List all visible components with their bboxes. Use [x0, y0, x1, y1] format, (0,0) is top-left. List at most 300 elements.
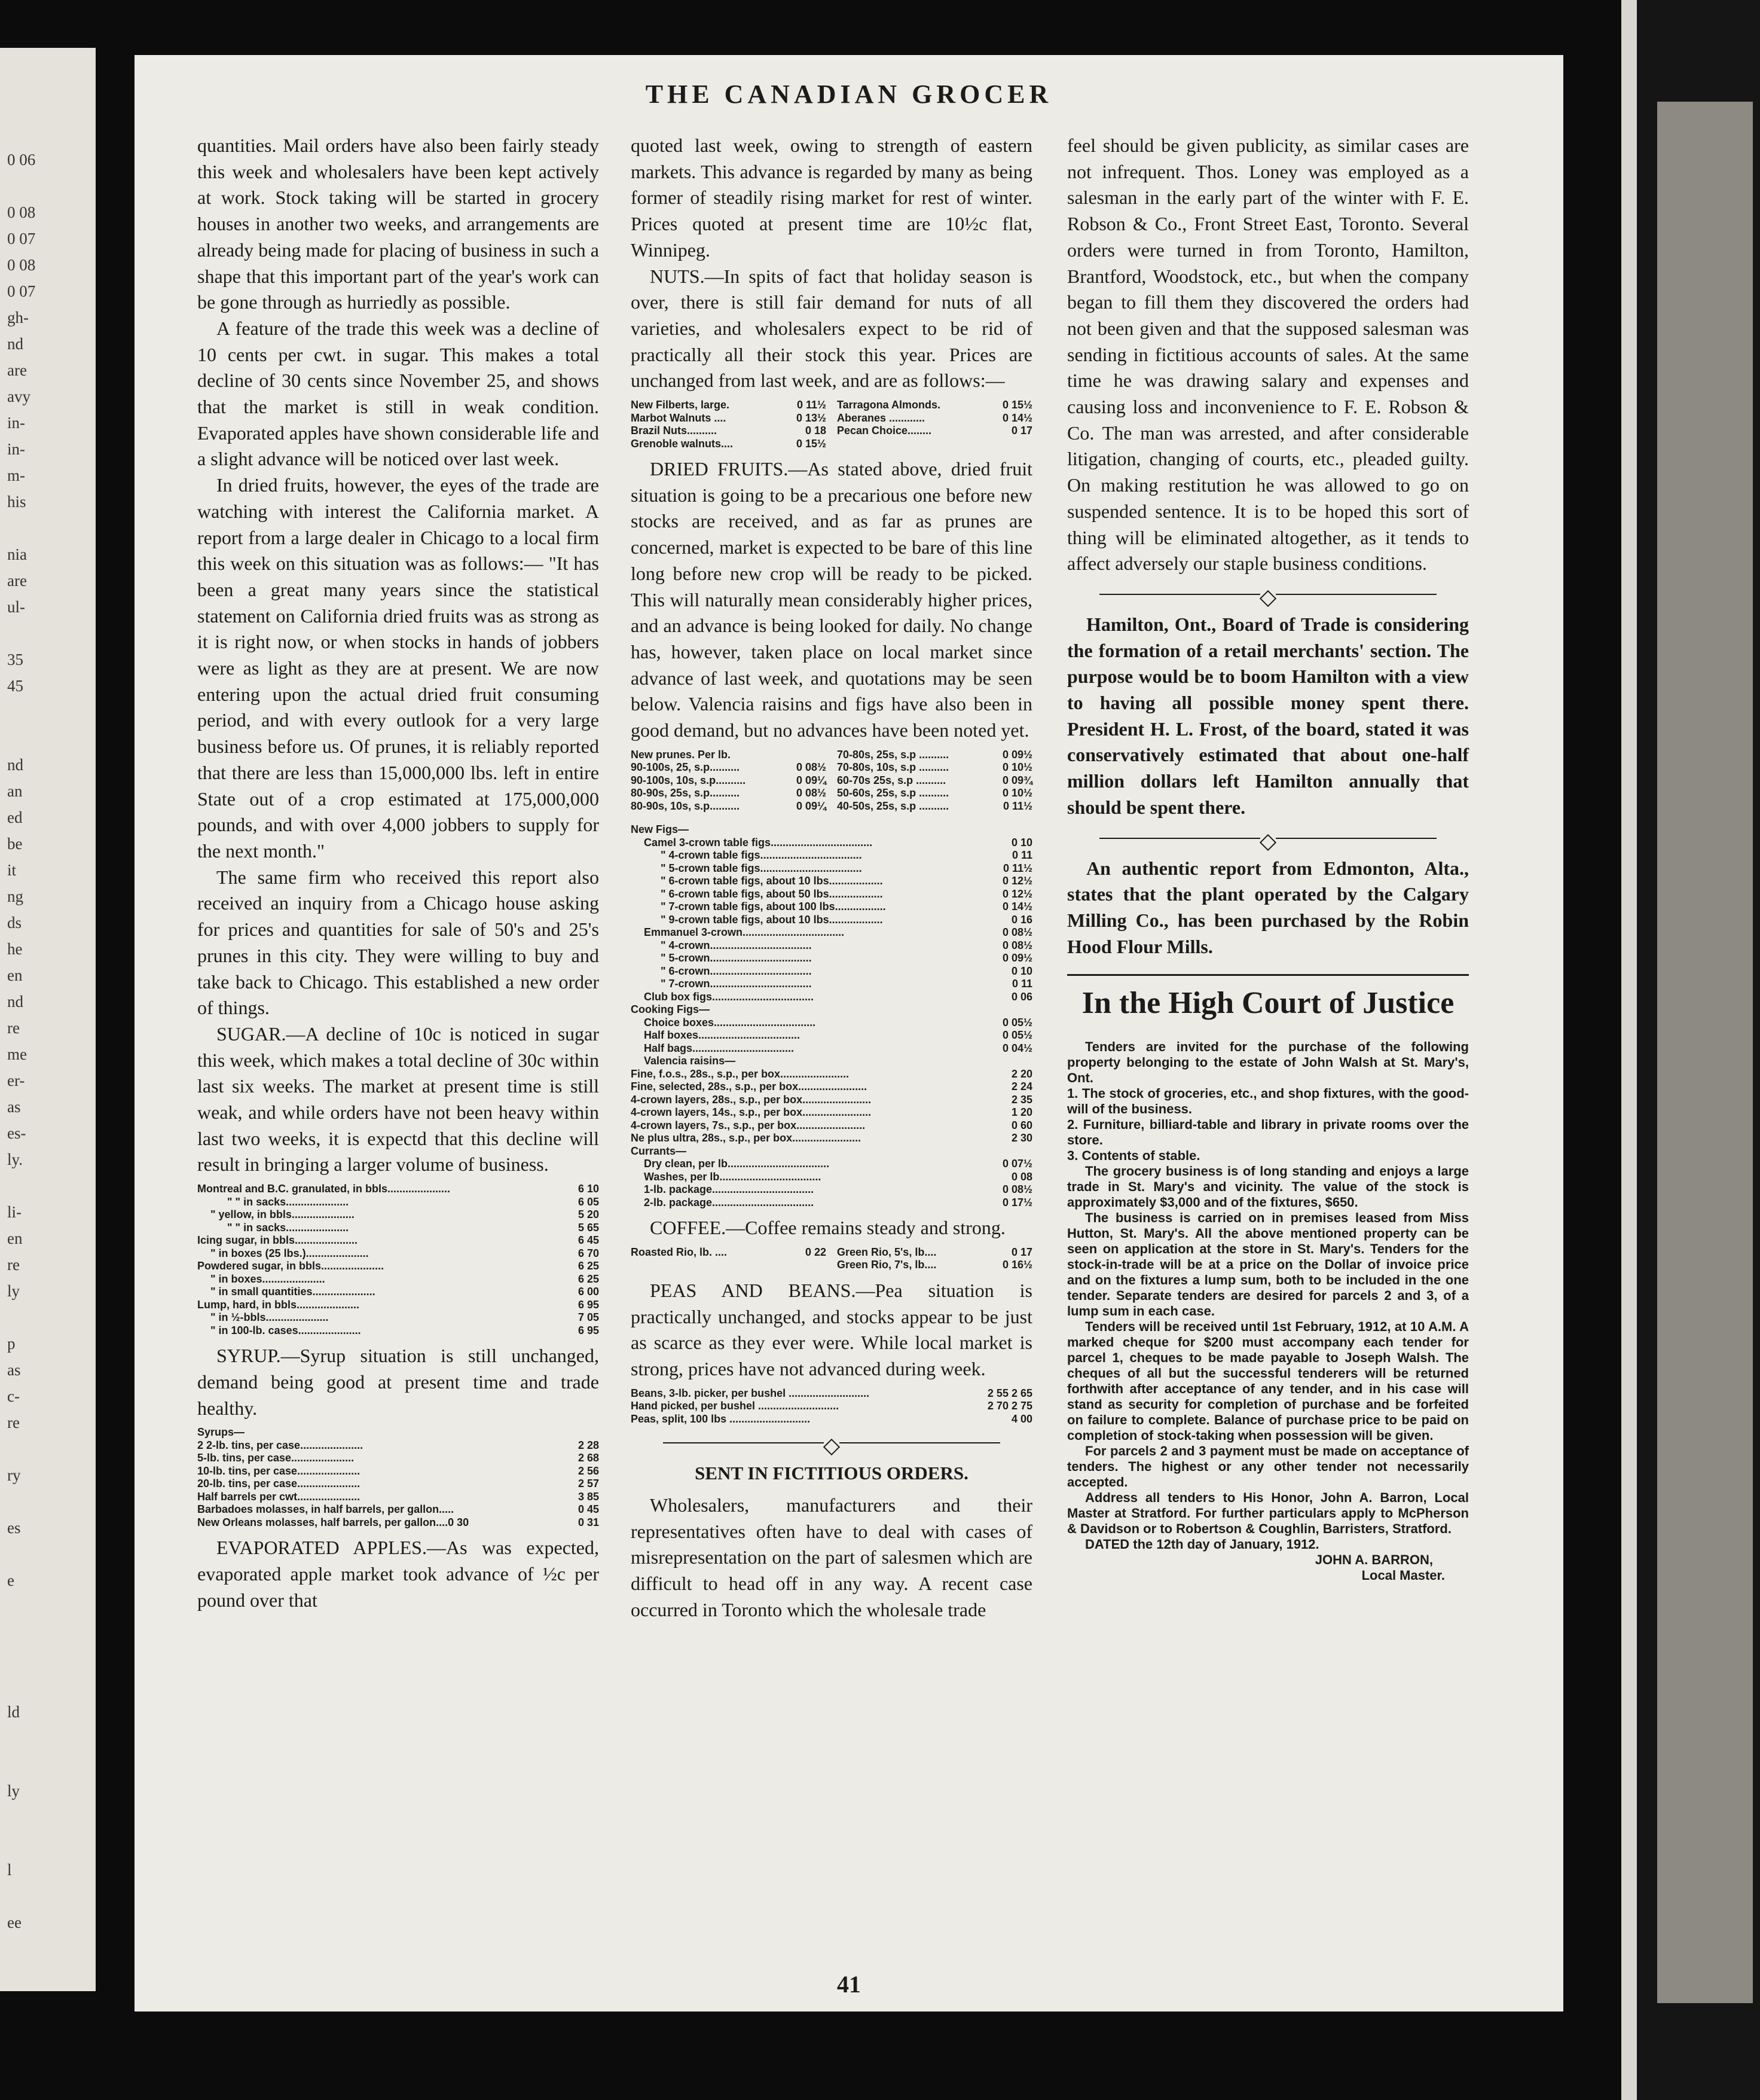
adjacent-page-left — [0, 48, 96, 1991]
left-page-fragment: as — [7, 1098, 21, 1116]
price-value: 0 17 — [1011, 1246, 1032, 1258]
legal-para: The grocery business is of long standing and enjoys a large trade in St. Mary's and vicinity. The value of the stock is approximately $3,000 and of the fixtures, $650. — [1067, 1164, 1469, 1210]
adjacent-pages-right — [1621, 0, 1760, 2100]
price-row — [631, 1246, 826, 1259]
nuts-heading: NUTS. — [650, 265, 705, 287]
price-row — [837, 399, 1032, 412]
price-value: 0 15½ — [796, 437, 826, 450]
price-label: " 4-crown.................................. — [661, 939, 812, 951]
evap-section — [197, 1535, 599, 1613]
price-row — [631, 1413, 1032, 1426]
price-row — [631, 1196, 1032, 1210]
price-label: 4-crown layers, 14s., s.p., per box....................... — [631, 1106, 872, 1119]
price-label: " 6-crown table figs, about 50 lbs.................. — [661, 887, 883, 900]
price-label: 70-80s, 25s, s.p .......... — [837, 748, 949, 761]
price-row — [631, 438, 826, 451]
price-value: 0 08½ — [796, 787, 826, 799]
price-value: 6 25 — [578, 1260, 599, 1272]
price-label: Brazil Nuts.......... — [631, 425, 717, 437]
price-row — [631, 1003, 1032, 1017]
price-value: 6 95 — [578, 1298, 599, 1311]
price-row — [197, 1491, 599, 1504]
left-page-fragment: nd — [7, 993, 23, 1011]
price-label: Tarragona Almonds. — [837, 399, 941, 411]
price-row — [837, 774, 1032, 788]
left-page-fragment: ng — [7, 887, 23, 905]
left-page-fragment: an — [7, 782, 23, 800]
price-label: 60-70s 25s, s.p .......... — [837, 774, 946, 786]
price-value: 0 07½ — [1002, 1158, 1032, 1170]
price-row — [197, 1299, 599, 1312]
price-row — [197, 1426, 599, 1439]
column-2 — [631, 133, 1032, 1623]
price-value: 6 95 — [578, 1324, 599, 1336]
price-label: Montreal and B.C. granulated, in bbls..................... — [197, 1183, 451, 1195]
price-row — [197, 1183, 599, 1196]
left-page-fragment: 0 07 — [7, 282, 36, 300]
nuts-table-left — [631, 399, 826, 450]
coffee-table-left — [631, 1246, 826, 1272]
price-value: 0 09½ — [1002, 748, 1032, 761]
left-page-fragment: ee — [7, 1913, 22, 1931]
price-label: Emmanuel 3-crown.................................. — [644, 926, 845, 939]
fictitious-orders-text: Wholesalers, manufacturers and their representatives often have to deal with cases of misrepresentation on the part of salesmen which are difficult to head off in any way. A recent case occurred in Toronto which the wholesale trade — [631, 1494, 1032, 1620]
price-value: 0 08½ — [1002, 939, 1032, 951]
left-page-fragment: it — [7, 861, 17, 879]
price-row — [631, 1080, 1032, 1094]
left-page-fragment: 0 08 — [7, 203, 36, 221]
column-3 — [1067, 133, 1469, 1583]
price-value: 2 28 — [578, 1439, 599, 1451]
left-page-fragment: ry — [7, 1466, 21, 1484]
col1-para-1: quantities. Mail orders have also been fairly steady this week and wholesalers have been kept actively at work. Stock taking will be started in grocery houses in another two weeks, and arrangements are already being made for placing of business in such a shape that this important part of the year's work can be gone through as hurriedly as possible. — [197, 135, 599, 313]
price-row — [631, 849, 1032, 862]
price-row — [631, 991, 1032, 1004]
price-row — [197, 1247, 599, 1260]
left-page-fragment: 0 07 — [7, 230, 36, 248]
legal-para: For parcels 2 and 3 payment must be made on acceptance of tenders. The highest or any other tender not necessarily accepted. — [1067, 1443, 1469, 1490]
price-label: " in boxes..................... — [210, 1272, 325, 1285]
price-value: 0 16½ — [1002, 1259, 1032, 1271]
price-row — [631, 926, 1032, 939]
legal-para: DATED the 12th day of January, 1912. — [1085, 1537, 1319, 1552]
price-row — [197, 1286, 599, 1299]
price-row — [197, 1196, 599, 1209]
price-row — [631, 1119, 1032, 1133]
price-row — [631, 1145, 1032, 1158]
price-value: 6 00 — [578, 1286, 599, 1298]
col1-para-2: A feature of the trade this week was a decline of 10 cents per cwt. in sugar. This makes a total decline of 30 cents since November 25, and shows that the market is still in weak condition. Evaporated apples have shown considerable life and a slight advance will be noticed over last week. — [197, 317, 599, 470]
price-value: 1 20 — [1011, 1106, 1032, 1119]
left-page-fragment: ds — [7, 914, 22, 932]
price-label: " " in sacks..................... — [227, 1221, 349, 1234]
left-page-fragment: ld — [7, 1703, 20, 1721]
left-page-fragment: re — [7, 1414, 20, 1431]
price-value: 6 05 — [578, 1195, 599, 1208]
ornament-divider — [1067, 829, 1469, 847]
price-value: 7 05 — [578, 1311, 599, 1324]
price-row — [631, 787, 826, 800]
price-value: 0 11 — [1012, 978, 1032, 990]
price-label: Dry clean, per lb.................................. — [644, 1158, 830, 1170]
price-row — [631, 1094, 1032, 1107]
price-label: Peas, split, 100 lbs ........................... — [631, 1412, 811, 1425]
price-row — [631, 749, 826, 762]
left-page-fragment: nd — [7, 335, 23, 353]
price-value: 0 09¼ — [796, 799, 826, 812]
price-label: Half barrels per cwt..................... — [197, 1490, 360, 1503]
left-page-fragment: 0 08 — [7, 256, 36, 274]
price-row — [631, 901, 1032, 914]
price-row — [631, 1171, 1032, 1184]
price-value: 2 20 — [1011, 1067, 1032, 1080]
price-value: 2 68 — [578, 1452, 599, 1464]
left-page-fragment: ul- — [7, 598, 25, 616]
price-row — [631, 1055, 1032, 1068]
price-label: 20-lb. tins, per case..................... — [197, 1478, 360, 1490]
price-row — [197, 1222, 599, 1235]
price-label: Half boxes.................................. — [644, 1029, 800, 1042]
left-page-fragment: ly — [7, 1782, 20, 1800]
price-value: 5 20 — [578, 1208, 599, 1221]
left-page-fragment: p — [7, 1335, 16, 1353]
left-page-fragment: ly. — [7, 1150, 23, 1168]
price-row — [631, 862, 1032, 875]
coffee-section — [631, 1215, 1032, 1241]
left-page-fragment: ly — [7, 1282, 20, 1300]
price-value: 6 10 — [578, 1183, 599, 1195]
price-label: Half bags.................................. — [644, 1042, 795, 1054]
price-row — [631, 1387, 1032, 1400]
price-row — [631, 1106, 1032, 1119]
sugar-heading: SUGAR. — [216, 1022, 286, 1045]
price-value — [595, 1426, 599, 1439]
price-label: 90-100s, 25, s.p.......... — [631, 761, 740, 774]
peas-section — [631, 1278, 1032, 1382]
price-value: 2 30 — [1011, 1132, 1032, 1144]
left-page-fragment: 35 — [7, 651, 23, 669]
price-value: 2 55 2 65 — [987, 1387, 1032, 1399]
price-label: New prunes. Per lb. — [631, 748, 731, 761]
evap-text: —As was expected, evaporated apple market took advance of ½c per pound over that — [197, 1537, 600, 1611]
price-label: 2 2-lb. tins, per case..................... — [197, 1439, 363, 1451]
price-value — [1029, 1003, 1032, 1017]
price-value: 0 08½ — [1002, 926, 1032, 939]
coffee-text: —Coffee remains steady and strong. — [726, 1217, 1006, 1239]
price-row — [197, 1503, 599, 1516]
price-label: Beans, 3-lb. picker, per bushel ........................... — [631, 1387, 870, 1399]
price-value: 0 31 — [578, 1516, 599, 1528]
syrup-section — [197, 1343, 599, 1421]
price-value: 0 10 — [1011, 836, 1032, 848]
left-page-fragment: es- — [7, 1124, 26, 1142]
price-label: Hand picked, per bushel ........................... — [631, 1400, 839, 1412]
price-row — [631, 914, 1032, 927]
price-row — [197, 1208, 599, 1222]
left-page-fragment: ed — [7, 808, 23, 826]
price-value: 2 24 — [1011, 1080, 1032, 1093]
left-page-fragment: as — [7, 1361, 21, 1379]
legal-notice — [1067, 1039, 1469, 1552]
price-value: 0 06 — [1011, 990, 1032, 1003]
price-label: 90-100s, 10s, s.p.......... — [631, 774, 746, 786]
left-page-fragment: me — [7, 1045, 27, 1063]
price-label: " 7-crown.................................. — [661, 978, 812, 990]
col3-para-1: feel should be given publicity, as similar cases are not infrequent. Thos. Loney was employed as a salesman in the early part of the winter with F. E. Robson & Co., Front Street East, Toronto. Several orders were turned in from Toronto, Hamilton, Brantford, Woodstock, etc., but when the company began to fill them they discovered the orders had not been given and that the supposed salesman was sending in fictitious accounts of sales. At the same time he was drawing salary and expenses and causing loss and inconvenience to F. E. Robson & Co. The man was arrested, and after considerable litigation, changing of courts, etc., pleaded guilty. On making restitution he was allowed to go on suspended sentence. It is to be hoped this sort of thing will be eliminated altogether, as it tends to affect adversely our staple business conditions. — [1067, 135, 1469, 575]
price-row — [631, 837, 1032, 850]
nuts-price-table — [631, 394, 1032, 456]
nuts-text: —In spits of fact that holiday season is over, there is still fair demand for nuts of all varieties, and wholesalers expect to be rid of practically all their stock this year. Prices are unchanged from last week, and are as follows:— — [631, 265, 1032, 392]
price-value: 0 10½ — [1002, 787, 1032, 799]
dried-heading: DRIED FRUITS. — [650, 458, 789, 480]
ornament-divider — [631, 1434, 1032, 1452]
price-label: Aberanes ............ — [837, 411, 925, 424]
price-label: Barbadoes molasses, in half barrels, per gallon..... — [197, 1503, 454, 1516]
price-label: " in boxes (25 lbs.)..................... — [210, 1247, 369, 1259]
price-row — [631, 1400, 1032, 1413]
price-label: Green Rio, 5's, lb.... — [837, 1246, 937, 1258]
price-label: 40-50s, 25s, s.p .......... — [837, 799, 949, 812]
price-value: 0 11½ — [1003, 862, 1032, 874]
price-label: " 6-crown table figs, about 10 lbs.................. — [661, 875, 883, 887]
price-row — [837, 1246, 1032, 1259]
price-row — [631, 774, 826, 788]
price-value: 0 10½ — [1002, 761, 1032, 774]
price-label: " 5-crown table figs.................................. — [661, 862, 862, 874]
left-page-fragment: re — [7, 1019, 20, 1037]
price-value: 0 05½ — [1002, 1016, 1032, 1028]
price-value: 0 09½ — [1002, 952, 1032, 964]
price-label: 70-80s, 10s, s.p .......... — [837, 761, 949, 774]
price-label: " 6-crown.................................. — [661, 964, 812, 977]
price-value: 0 13½ — [796, 411, 826, 424]
price-value — [1029, 823, 1032, 837]
price-row — [631, 823, 1032, 837]
price-row — [631, 939, 1032, 953]
price-value: 0 08 — [1011, 1170, 1032, 1183]
signature-title: Local Master. — [1361, 1568, 1445, 1583]
price-label: Club box figs.................................. — [644, 990, 814, 1003]
newspaper-page — [135, 55, 1563, 2012]
page-number: 41 — [837, 1971, 861, 1998]
price-row — [837, 787, 1032, 800]
price-value: 6 25 — [578, 1272, 599, 1285]
price-row — [631, 1042, 1032, 1055]
price-value — [1029, 1145, 1032, 1158]
price-label: Green Rio, 7's, lb.... — [837, 1259, 937, 1271]
price-row — [631, 399, 826, 412]
price-label: " 9-crown table figs, about 10 lbs.................. — [661, 913, 883, 926]
beans-price-table — [631, 1387, 1032, 1426]
price-value: 0 14½ — [1002, 901, 1032, 913]
price-row — [631, 952, 1032, 965]
left-page-fragment: be — [7, 835, 23, 853]
price-label: Fine, f.o.s., 28s., s.p., per box....................... — [631, 1067, 850, 1080]
price-value: 0 11 — [1012, 849, 1032, 862]
left-page-fragment: his — [7, 493, 26, 511]
price-value — [823, 749, 826, 762]
syrup-price-table — [197, 1426, 599, 1529]
legal-para: Tenders are invited for the purchase of the following property belonging to the estate of John Walsh at St. Mary's, Ont. — [1067, 1039, 1469, 1086]
left-page-fragment: are — [7, 361, 27, 379]
price-row — [197, 1324, 599, 1338]
price-label: Powdered sugar, in bbls..................... — [197, 1260, 384, 1272]
hamilton-item: Hamilton, Ont., Board of Trade is considering the formation of a retail merchants' section. The purpose would be to boom Hamilton with a view to having all possible money spent there. President H. L. Frost, of the board, stated it was conservatively estimated that about one-half million dollars left Hamilton annually that should be spent there. — [1067, 613, 1469, 818]
price-value: 0 09¼ — [796, 774, 826, 786]
price-label: Washes, per lb.................................. — [644, 1170, 821, 1183]
price-row — [197, 1234, 599, 1247]
price-label: " " in sacks..................... — [227, 1195, 349, 1208]
price-value: 2 70 2 75 — [987, 1400, 1032, 1412]
price-label: Pecan Choice........ — [837, 425, 932, 437]
price-row — [837, 425, 1032, 438]
price-label: Choice boxes.................................. — [644, 1016, 816, 1028]
price-value: 0 17½ — [1002, 1196, 1032, 1208]
legal-notice-title: In the High Court of Justice — [1067, 974, 1469, 1022]
price-row — [631, 1158, 1032, 1171]
prunes-price-table — [631, 744, 1032, 819]
page-header: THE CANADIAN GROCER — [645, 80, 1053, 109]
left-page-fragment: in- — [7, 440, 25, 458]
price-row — [837, 800, 1032, 813]
price-label: " 4-crown table figs.................................. — [661, 849, 862, 862]
price-value: 0 04½ — [1002, 1042, 1032, 1054]
price-value: 0 14½ — [1002, 411, 1032, 424]
price-value: 2 56 — [578, 1464, 599, 1477]
price-value: 0 08½ — [796, 761, 826, 774]
price-value: 0 15½ — [1002, 399, 1032, 411]
left-page-fragment: 0 06 — [7, 151, 36, 169]
price-row — [631, 412, 826, 425]
column-1 — [197, 133, 599, 1613]
price-row — [631, 1017, 1032, 1030]
legal-para: Tenders will be received until 1st February, 1912, at 10 A.M. A marked cheque for $200 must accompany each tender for parcel 1, cheques to be made payable to Joseph Walsh. The cheques of all but the successful tenderers will be returned forthwith after acceptance of any tender, and in his case will stand as security for completion of purchase and be forfeited on failure to complete. Balance of purchase price to be paid on completion of stock-taking when possession will be given. — [1067, 1319, 1469, 1443]
price-label: New Filberts, large. — [631, 399, 730, 411]
price-row — [631, 1183, 1032, 1196]
price-value: 0 12½ — [1002, 875, 1032, 887]
price-row — [631, 1029, 1032, 1042]
left-page-fragment: 45 — [7, 677, 23, 695]
price-label: 4-crown layers, 28s., s.p., per box....................... — [631, 1093, 872, 1106]
price-label: " 7-crown table figs, about 100 lbs................. — [661, 901, 886, 913]
syrup-text: —Syrup situation is still unchanged, demand being good at present time and trade healthy. — [197, 1345, 599, 1419]
price-row — [197, 1465, 599, 1478]
price-value: 5 65 — [578, 1221, 599, 1234]
price-row — [197, 1452, 599, 1465]
price-row — [197, 1478, 599, 1491]
nuts-table-right — [837, 399, 1032, 450]
dried-text: —As stated above, dried fruit situation is going to be a precarious one before new stocks are received, and as far as prunes are concerned, market is expected to be bare of this line long before new crop will be ready to be picked. This will naturally mean considerably higher prices, and an advance is being looked for daily. No change has, however, taken place on local market since advance of last week, and quotations may be seen below. Valencia raisins and figs have also been in good demand, but no advances have been noted yet. — [631, 458, 1033, 741]
left-page-fragment: c- — [7, 1387, 20, 1405]
price-label: New Figs— — [631, 823, 689, 836]
price-row — [197, 1311, 599, 1324]
price-label: 2-lb. package.................................. — [644, 1196, 814, 1208]
legal-para: The business is carried on in premises leased from Miss Hutton, St. Mary's. All the above mentioned property can be seen on application at the store in St. Mary's. Tenders for the stock-in-trade will be at a price on the Dollar of invoice price and on the fixtures a lump sum, both to be included in the one tender. Separate tenders are desired for parcels 2 and 3, of a lump sum in each case. — [1067, 1210, 1469, 1319]
price-row — [631, 425, 826, 438]
legal-para: Address all tenders to His Honor, John A. Barron, Local Master at Stratford. For further particulars apply to McPherson & Davidson or to Robertson & Coughlin, Barristers, Stratford. — [1067, 1490, 1469, 1537]
price-label: Cooking Figs— — [631, 1003, 710, 1016]
price-label: Lump, hard, in bbls..................... — [197, 1298, 360, 1311]
price-value: 0 11½ — [1003, 799, 1032, 812]
price-label: Grenoble walnuts.... — [631, 437, 734, 450]
left-page-fragment: gh- — [7, 309, 29, 326]
coffee-table-right — [837, 1246, 1032, 1272]
prunes-table-right — [837, 749, 1032, 813]
price-value: 0 60 — [1011, 1119, 1032, 1131]
price-label: 5-lb. tins, per case..................... — [197, 1452, 355, 1464]
left-page-fragment: li- — [7, 1203, 22, 1221]
price-label: " in small quantities..................... — [210, 1286, 375, 1298]
price-row — [631, 888, 1032, 901]
price-label: " in ½-bbls..................... — [210, 1311, 329, 1324]
price-label: 1-lb. package.................................. — [644, 1183, 814, 1196]
col1-para-4: The same firm who received this report also received an inquiry from a Chicago house asking for prices and quantities for sale of 50's and 25's prunes in this city. They were willing to buy and take back to Chicago. This established a new order of things. — [197, 866, 599, 1019]
peas-heading: PEAS AND BEANS. — [650, 1279, 856, 1301]
sugar-section — [197, 1021, 599, 1178]
price-label: Currants— — [631, 1144, 687, 1157]
price-value: 4 00 — [1011, 1412, 1032, 1425]
price-row — [837, 1259, 1032, 1272]
left-page-fragment: er- — [7, 1072, 25, 1089]
edmonton-item: An authentic report from Edmonton, Alta., states that the plant operated by the Calgary Milling Co., has been purchased by the Robin Hood Flour Mills. — [1067, 857, 1469, 957]
price-label: " yellow, in bbls..................... — [210, 1208, 355, 1221]
price-row — [631, 1068, 1032, 1081]
price-label: 10-lb. tins, per case..................... — [197, 1464, 360, 1477]
price-row — [837, 412, 1032, 425]
price-value: 0 09¾ — [1002, 774, 1032, 786]
left-page-fragment: en — [7, 1229, 23, 1247]
price-value — [1029, 1055, 1032, 1068]
col2-para-1: quoted last week, owing to strength of eastern markets. This advance is regarded by many as being former of steadily rising market for rest of winter. Prices quoted at present time are 10½c flat, Winnipeg. — [631, 135, 1032, 261]
prunes-table-left — [631, 749, 826, 813]
left-page-fragment: l — [7, 1861, 12, 1879]
left-page-fragment: nia — [7, 545, 27, 563]
price-value: 2 57 — [578, 1478, 599, 1490]
price-value: 0 11½ — [796, 399, 826, 411]
price-label: Syrups— — [197, 1426, 245, 1439]
price-label: " in 100-lb. cases..................... — [210, 1324, 361, 1336]
col1-para-3: In dried fruits, however, the eyes of the trade are watching with interest the California market. A report from a large dealer in Chicago to a local firm this week on this situation was as follows:— "It has been a great many years since the statistical statement on California dried fruits was as strong as it is right now, or when stocks in hands of jobbers were as light as they are at present. We are now entering upon the actual dried fruit consuming period, and with every outlook for a very large business before us. Of prunes, it is reliably reported that there are less than 15,000,000 lbs. left in entire State out of a crop estimated at 175,000,000 pounds, and with over 4,000 jobbers to supply for the next month." — [197, 474, 599, 862]
left-page-fragment: m- — [7, 466, 25, 484]
left-page-fragment: avy — [7, 387, 30, 405]
sugar-text: —A decline of 10c is noticed in sugar this week, which makes a total decline of 30c within last six weeks. The market at present time is still weak, and while orders have not been heavy within last two weeks, it is expectd that this decline will result in bringing a larger volume of business. — [197, 1022, 599, 1176]
price-value: 3 85 — [578, 1490, 599, 1503]
price-row — [631, 800, 826, 813]
price-value: 0 17 — [1011, 425, 1032, 437]
sugar-price-table — [197, 1183, 599, 1337]
left-page-fragment: re — [7, 1256, 20, 1274]
price-value: 6 70 — [578, 1247, 599, 1259]
price-value: 0 18 — [805, 425, 826, 437]
evap-heading: EVAPORATED APPLES. — [216, 1537, 427, 1559]
fictitious-orders-heading: SENT IN FICTITIOUS ORDERS. — [695, 1463, 968, 1484]
figs-price-table — [631, 823, 1032, 1209]
price-label: " 5-crown.................................. — [661, 952, 812, 964]
price-label: Camel 3-crown table figs.................................. — [644, 836, 873, 848]
price-value: 0 08½ — [1002, 1183, 1032, 1196]
price-label: Ne plus ultra, 28s., s.p., per box....................... — [631, 1132, 861, 1144]
price-row — [197, 1516, 599, 1530]
left-page-fragment: es — [7, 1519, 21, 1537]
price-label: 80-90s, 25s, s.p.......... — [631, 787, 740, 799]
price-label: Icing sugar, in bbls..................... — [197, 1234, 358, 1247]
price-label: New Orleans molasses, half barrels, per gallon....0 30 — [197, 1516, 469, 1528]
left-page-fragment: en — [7, 966, 23, 984]
price-value: 0 05½ — [1002, 1029, 1032, 1042]
price-label: 4-crown layers, 7s., s.p., per box....................... — [631, 1119, 866, 1131]
price-row — [837, 749, 1032, 762]
legal-para: 2. Furniture, billiard-table and library in private rooms over the store. — [1067, 1117, 1469, 1148]
